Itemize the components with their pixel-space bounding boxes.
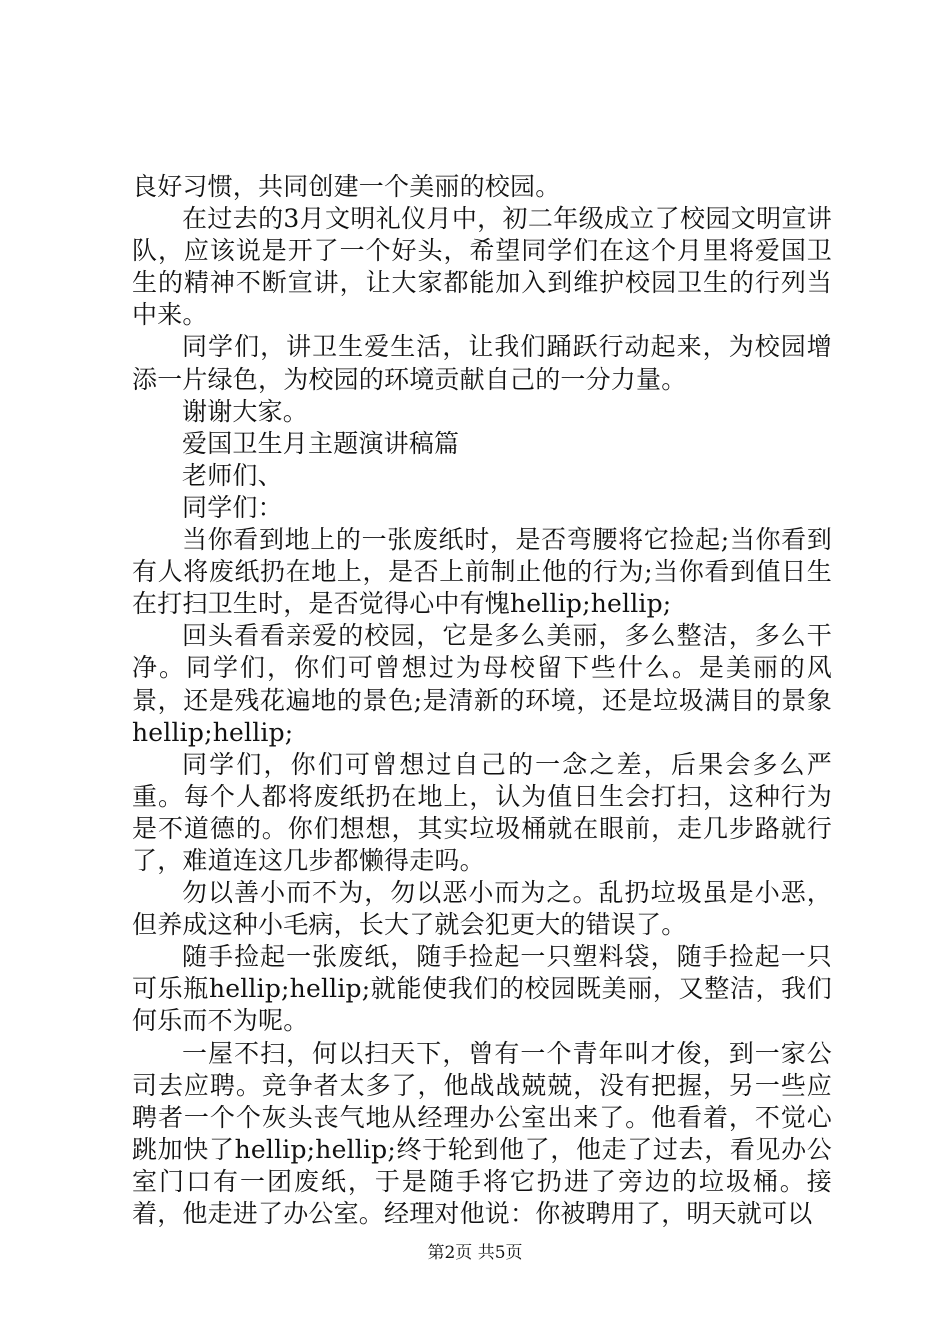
section-heading: 爱国卫生月主题演讲稿篇 [182, 428, 460, 458]
paragraph: 良好习惯，共同创建一个美丽的校园。 [132, 172, 561, 201]
paragraph: 勿以善小而不为，勿以恶小而为之。乱扔垃圾虽是小恶，但养成这种小毛病，长大了就会犯更大的错误了。 [132, 878, 832, 940]
paragraph: 谢谢大家。 [182, 396, 309, 426]
page-number: 第2页 共5页 [427, 1243, 523, 1263]
salutation-line: 老师们、 [182, 460, 283, 490]
paragraph: 同学们，你们可曾想过自己的一念之差，后果会多么严重。每个人都将废纸扔在地上，认为值日生会打扫，这种行为是不道德的。你们想想，其实垃圾桶就在眼前，走几步路就行了，难道连这几步都懒得走吗。 [132, 749, 832, 875]
paragraph: 当你看到地上的一张废纸时，是否弯腰将它捡起;当你看到有人将废纸扔在地上，是否上前制止他的行为;当你看到值日生在打扫卫生时，是否觉得心中有愧hellip;hellip; [132, 525, 832, 619]
paragraph: 同学们，讲卫生爱生活，让我们踊跃行动起来，为校园增添一片绿色，为校园的环境贡献自己的一分力量。 [132, 332, 832, 394]
paragraph: 回头看看亲爱的校园，它是多么美丽，多么整洁，多么干净。同学们，你们可曾想过为母校留下些什么。是美丽的风景，还是残花遍地的景色;是清新的环境，还是垃圾满目的景象hellip;hellip; [132, 621, 832, 747]
paragraph: 随手捡起一张废纸，随手捡起一只塑料袋，随手捡起一只可乐瓶hellip;hellip;就能使我们的校园既美丽，又整洁，我们何乐而不为呢。 [132, 942, 832, 1036]
page-footer [0, 1238, 950, 1263]
document-body [132, 171, 832, 1230]
paragraph: 在过去的3月文明礼仪月中，初二年级成立了校园文明宣讲队，应该说是开了一个好头，希望同学们在这个月里将爱国卫生的精神不断宣讲，让大家都能加入到维护校园卫生的行列当中来。 [132, 204, 832, 330]
salutation-line: 同学们： [182, 492, 283, 522]
paragraph: 一屋不扫，何以扫天下，曾有一个青年叫才俊，到一家公司去应聘。竞争者太多了，他战战兢兢，没有把握，另一些应聘者一个个灰头丧气地从经理办公室出来了。他看着，不觉心跳加快了hellip;hellip;终于轮到他了，他走了过去，看见办公室门口有一团废纸，于是随手将它扔进了旁边的垃圾桶。接着，他走进了办公室。经理对他说：你被聘用了，明天就可以 [132, 1038, 832, 1228]
